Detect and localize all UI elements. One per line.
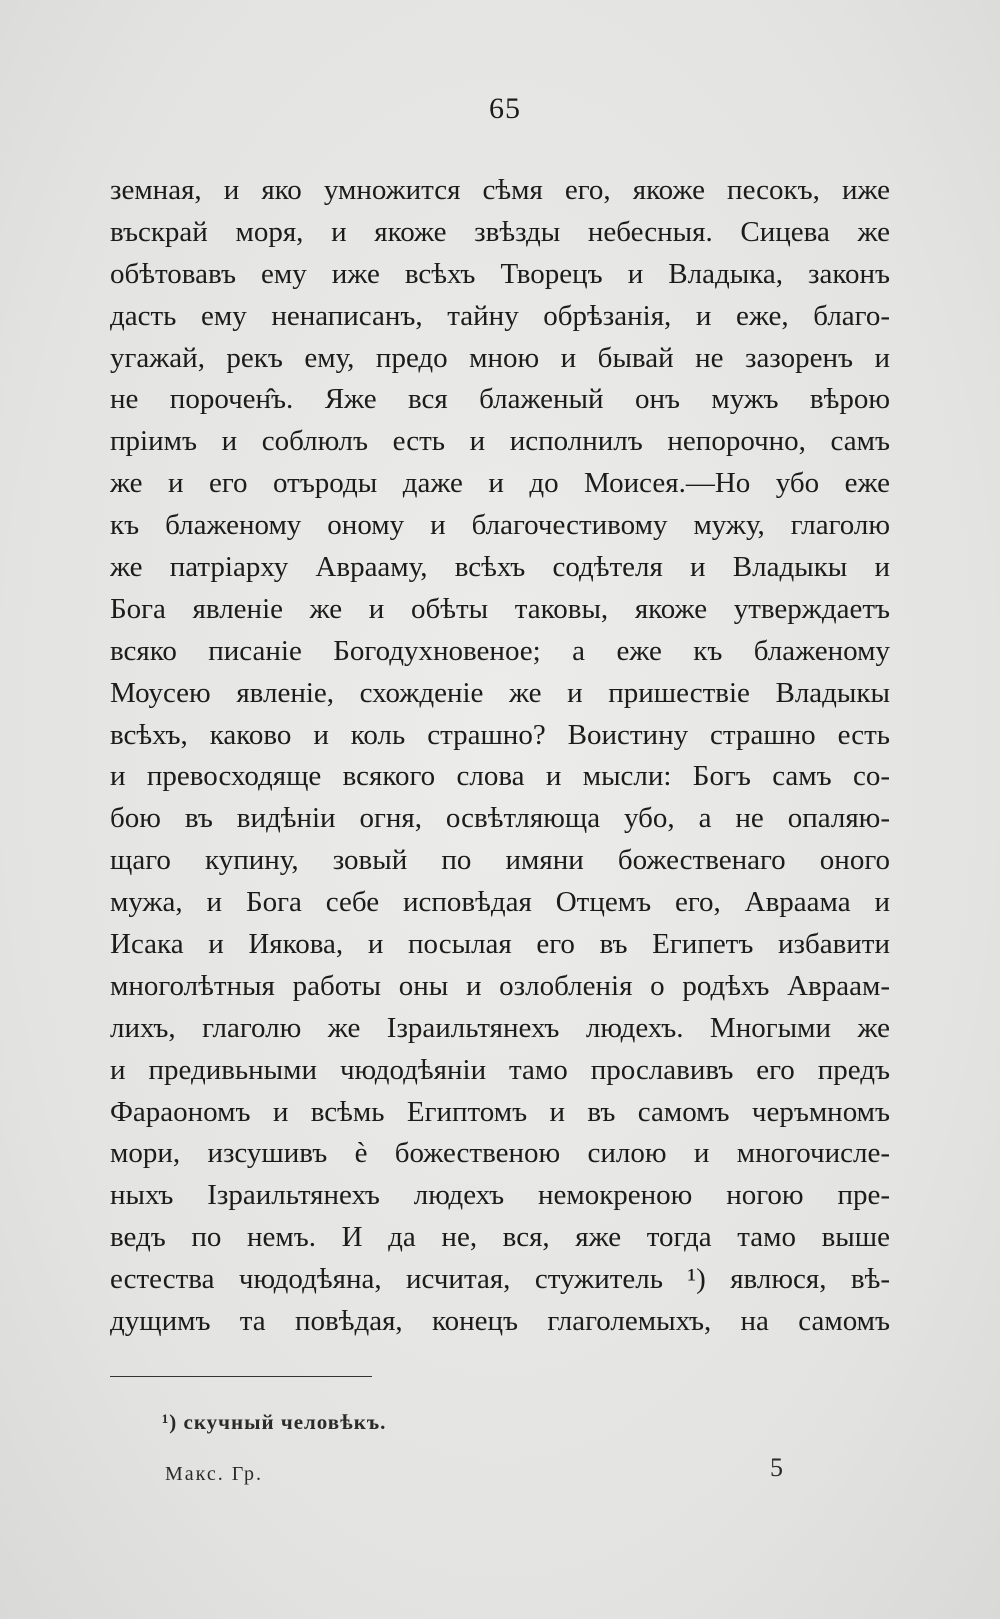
text-line: Бога явленіе же и обѣты таковы, якоже утверждаетъ bbox=[110, 592, 890, 625]
text-line: пріимъ и соблюлъ есть и исполнилъ непорочно, самъ bbox=[110, 425, 890, 458]
text-line: и предивьными чюдодѣяніи тамо прославивъ его предъ bbox=[110, 1053, 890, 1086]
text-line: всѣхъ, каково и коль страшно? Воистину страшно есть bbox=[110, 718, 890, 751]
text-line: Исака и Иякова, и посылая его въ Египетъ избавити bbox=[110, 928, 890, 961]
body-text bbox=[110, 170, 890, 1343]
footnote-mark: ¹) bbox=[162, 1410, 178, 1434]
text-line: же и его отъроды даже и до Моисея.—Но убо еже bbox=[110, 467, 890, 500]
text-line: щаго купину, зовый по имяни божественаго оного bbox=[110, 844, 890, 877]
footnote-text: скучный человѣкъ. bbox=[183, 1410, 387, 1434]
text-line: и превосходяще всякого слова и мысли: Богъ самъ со- bbox=[110, 760, 890, 793]
text-line: бою въ видѣніи огня, освѣтляюща убо, а не опаляю- bbox=[110, 802, 890, 835]
text-line: всяко писаніе Богодухновеное; а еже къ блаженому bbox=[110, 634, 890, 667]
text-line: Фараономъ и всѣмь Египтомъ и въ самомъ черъмномъ bbox=[110, 1095, 890, 1128]
footnote-divider bbox=[110, 1376, 372, 1377]
text-line: мужа, и Бога себе исповѣдая Отцемъ его, Авраама и bbox=[110, 886, 890, 919]
text-line: ныхъ Ізраильтянехъ людехъ немокреною ногою пре- bbox=[110, 1179, 890, 1212]
text-line: не порочен̂ъ. Яже вся блаженый онъ мужъ вѣрою bbox=[110, 383, 890, 416]
footnote bbox=[162, 1410, 386, 1435]
text-line: многолѣтныя работы оны и озлобленія о родѣхъ Авраам- bbox=[110, 969, 890, 1002]
text-line: же патріарху Аврааму, всѣхъ содѣтеля и Владыкы и bbox=[110, 551, 890, 584]
text-line: угажай, рекъ ему, предо мною и бывай не зазоренъ и bbox=[110, 341, 890, 374]
sheet-number: 5 bbox=[770, 1453, 783, 1482]
signature-mark: Макс. Гр. bbox=[165, 1463, 264, 1485]
text-line: обѣтовавъ ему иже всѣхъ Творецъ и Владыка, законъ bbox=[110, 257, 890, 290]
text-line: лихъ, глаголю же Ізраильтянехъ людехъ. Многыми же bbox=[110, 1011, 890, 1044]
text-line: дущимъ та повѣдая, конецъ глаголемыхъ, на самомъ bbox=[110, 1305, 890, 1338]
text-line: дасть ему ненаписанъ, тайну обрѣзанія, и еже, благо- bbox=[110, 299, 890, 332]
page-number: 65 bbox=[489, 92, 521, 125]
text-line: естества чюдодѣяна, исчитая, стужитель ¹) явлюся, вѣ- bbox=[110, 1263, 890, 1296]
text-line: Моусею явленіе, схожденіе же и пришествіе Владыкы bbox=[110, 676, 890, 709]
text-line: мори, изсушивъ ѐ божественою силою и многочисле- bbox=[110, 1137, 890, 1170]
text-line: къ блаженому оному и благочестивому мужу, глаголю bbox=[110, 509, 890, 542]
text-line: въскрай моря, и якоже звѣзды небесныя. Сицева же bbox=[110, 215, 890, 248]
text-line: ведъ по немъ. И да не, вся, яже тогда тамо выше bbox=[110, 1221, 890, 1254]
text-line: земная, и яко умножится сѣмя его, якоже песокъ, иже bbox=[110, 174, 890, 206]
